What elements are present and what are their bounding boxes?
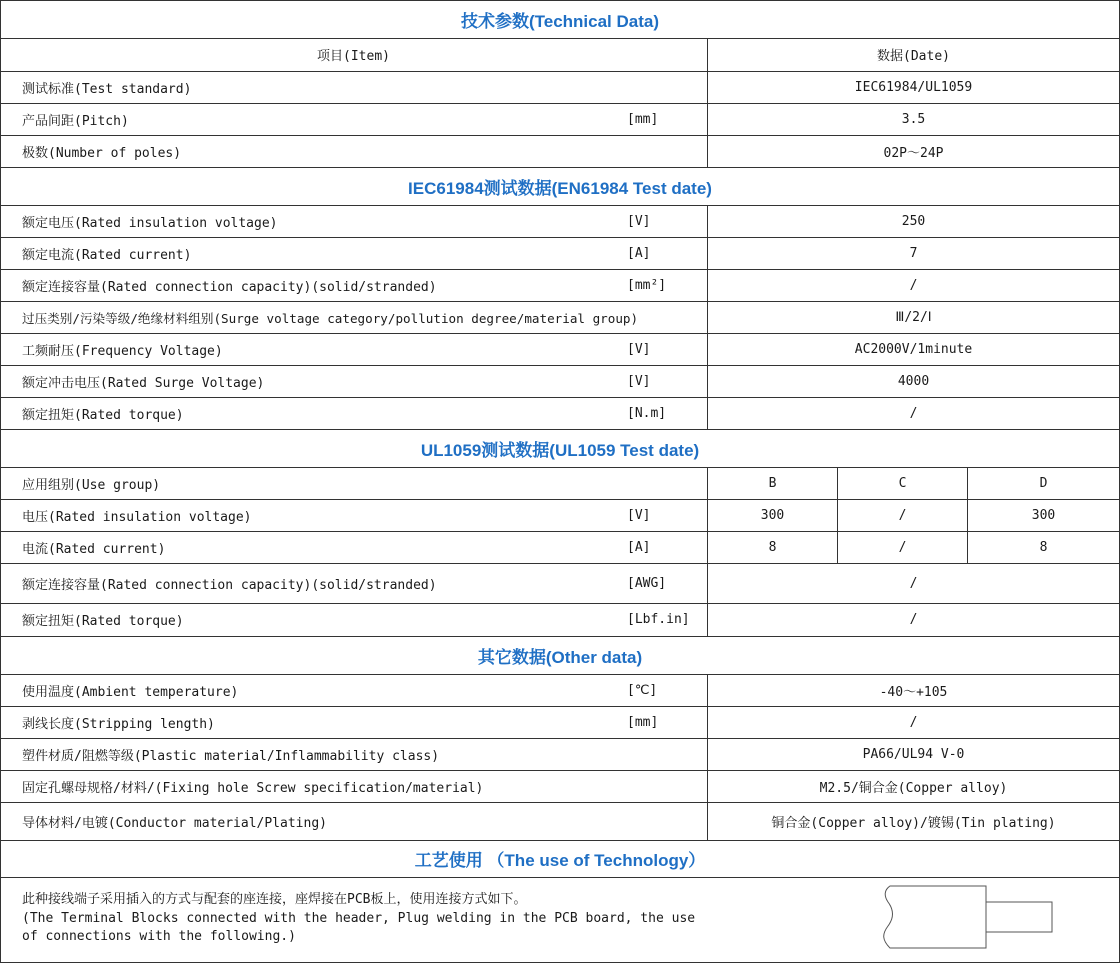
- row-value-b: 8: [768, 539, 777, 555]
- row-unit: [627, 467, 707, 499]
- table-row: [0, 333, 1120, 365]
- table-row: [0, 301, 1120, 333]
- row-label: 使用温度(Ambient temperature): [22, 684, 239, 700]
- table-row: [0, 802, 1120, 840]
- row-value-c: C: [898, 475, 907, 491]
- row-label: 剥线长度(Stripping length): [22, 716, 215, 732]
- section-title-technical: 技术参数(Technical Data): [460, 11, 660, 31]
- table-row: [0, 738, 1120, 770]
- row-unit: [A]: [627, 539, 651, 555]
- row-value: PA66/UL94 V-0: [862, 746, 965, 762]
- row-value: /: [909, 575, 918, 591]
- row-unit: [A]: [627, 245, 651, 261]
- row-label: 额定连接容量(Rated connection capacity)(solid/stranded): [22, 279, 437, 295]
- connection-diagram-icon: [880, 884, 1056, 950]
- row-unit: [V]: [627, 341, 651, 357]
- row-label: 额定冲击电压(Rated Surge Voltage): [22, 375, 265, 391]
- table-row: [0, 365, 1120, 397]
- row-value-b: 300: [760, 507, 785, 523]
- row-label: 测试标准(Test standard): [22, 81, 192, 97]
- row-unit: [V]: [627, 213, 651, 229]
- table-row: [0, 603, 1120, 636]
- row-label: 工频耐压(Frequency Voltage): [22, 343, 223, 359]
- table-row: [0, 135, 1120, 167]
- row-label: 额定电流(Rated current): [22, 247, 192, 263]
- row-value: 250: [901, 213, 926, 229]
- row-unit: [mm]: [627, 714, 659, 730]
- row-unit: [627, 135, 707, 167]
- row-label: 电压(Rated insulation voltage): [22, 509, 252, 525]
- table-header-row: [0, 38, 1120, 71]
- row-value: 3.5: [901, 111, 926, 127]
- technology-note-line: of connections with the following.): [22, 929, 296, 944]
- row-unit: [AWG]: [627, 575, 667, 591]
- section-title-iec: IEC61984测试数据(EN61984 Test date): [408, 178, 712, 198]
- row-value: /: [909, 714, 918, 730]
- row-value: 铜合金(Copper alloy)/镀锡(Tin plating): [771, 815, 1056, 831]
- row-unit: [℃]: [627, 682, 658, 698]
- row-value: AC2000V/1minute: [854, 341, 973, 357]
- row-value: Ⅲ/2/Ⅰ: [895, 309, 932, 325]
- row-value-d: 300: [1031, 507, 1056, 523]
- row-value-c: /: [898, 539, 907, 555]
- technology-note-line: 此种接线端子采用插入的方式与配套的座连接，座焊接在PCB板上，使用连接方式如下。: [22, 892, 527, 907]
- row-label: 塑件材质/阻燃等级(Plastic material/Inflammability class): [22, 748, 440, 764]
- table-row: [0, 499, 1120, 531]
- row-value-b: B: [768, 475, 777, 491]
- technology-note-line: (The Terminal Blocks connected with the header, Plug welding in the PCB board, the use: [22, 911, 696, 926]
- row-unit: [N.m]: [627, 405, 667, 421]
- row-value-c: /: [898, 507, 907, 523]
- row-unit: [V]: [627, 507, 651, 523]
- table-row: [0, 205, 1120, 237]
- section-title-ul: UL1059测试数据(UL1059 Test date): [420, 440, 700, 460]
- row-label: 极数(Number of poles): [22, 145, 182, 161]
- table-border: [0, 877, 1120, 878]
- table-row: [0, 397, 1120, 429]
- row-value: -40～+105: [879, 684, 948, 700]
- row-unit: [mm²]: [627, 277, 667, 293]
- row-label: 额定扭矩(Rated torque): [22, 614, 184, 629]
- row-value: 7: [909, 245, 918, 261]
- row-unit: [V]: [627, 373, 651, 389]
- header-item: 项目(Item): [317, 49, 390, 64]
- row-unit: [mm]: [627, 111, 659, 127]
- table-row: [0, 531, 1120, 563]
- row-value: /: [909, 612, 918, 627]
- table-row: [0, 563, 1120, 603]
- table-row: [0, 706, 1120, 738]
- row-value: /: [909, 277, 918, 293]
- table-row: [0, 269, 1120, 301]
- row-label: 电流(Rated current): [22, 541, 166, 557]
- row-label: 固定孔螺母规格/材料/(Fixing hole Screw specification/material): [22, 780, 484, 796]
- row-label: 导体材料/电镀(Conductor material/Plating): [22, 815, 327, 831]
- table-row: [0, 237, 1120, 269]
- row-value: 02P～24P: [883, 145, 944, 161]
- section-title-technology: 工艺使用 （The use of Technology）: [414, 851, 706, 870]
- table-row: [0, 71, 1120, 103]
- row-value: /: [909, 405, 918, 421]
- section-title-other: 其它数据(Other data): [477, 647, 643, 667]
- table-row: [0, 103, 1120, 135]
- row-value: M2.5/铜合金(Copper alloy): [819, 780, 1008, 796]
- row-unit: [627, 802, 707, 840]
- row-label: 额定扭矩(Rated torque): [22, 407, 184, 423]
- row-value: IEC61984/UL1059: [854, 79, 973, 95]
- row-unit: [Lbf.in]: [627, 612, 690, 627]
- row-label: 应用组别(Use group): [22, 477, 161, 493]
- row-value-d: 8: [1039, 539, 1048, 555]
- row-label: 额定连接容量(Rated connection capacity)(solid/stranded): [22, 577, 437, 593]
- row-value: 4000: [897, 373, 930, 389]
- table-row: [0, 770, 1120, 802]
- row-unit: [627, 71, 707, 103]
- row-label: 产品间距(Pitch): [22, 113, 129, 129]
- row-label: 额定电压(Rated insulation voltage): [22, 215, 278, 231]
- row-label: 过压类别/污染等级/绝缘材料组别(Surge voltage category/pollution degree/material group): [22, 310, 639, 326]
- table-row: [0, 674, 1120, 706]
- table-row: [0, 467, 1120, 499]
- row-unit: [627, 738, 707, 770]
- row-value-d: D: [1039, 475, 1048, 491]
- header-data: 数据(Date): [877, 49, 950, 64]
